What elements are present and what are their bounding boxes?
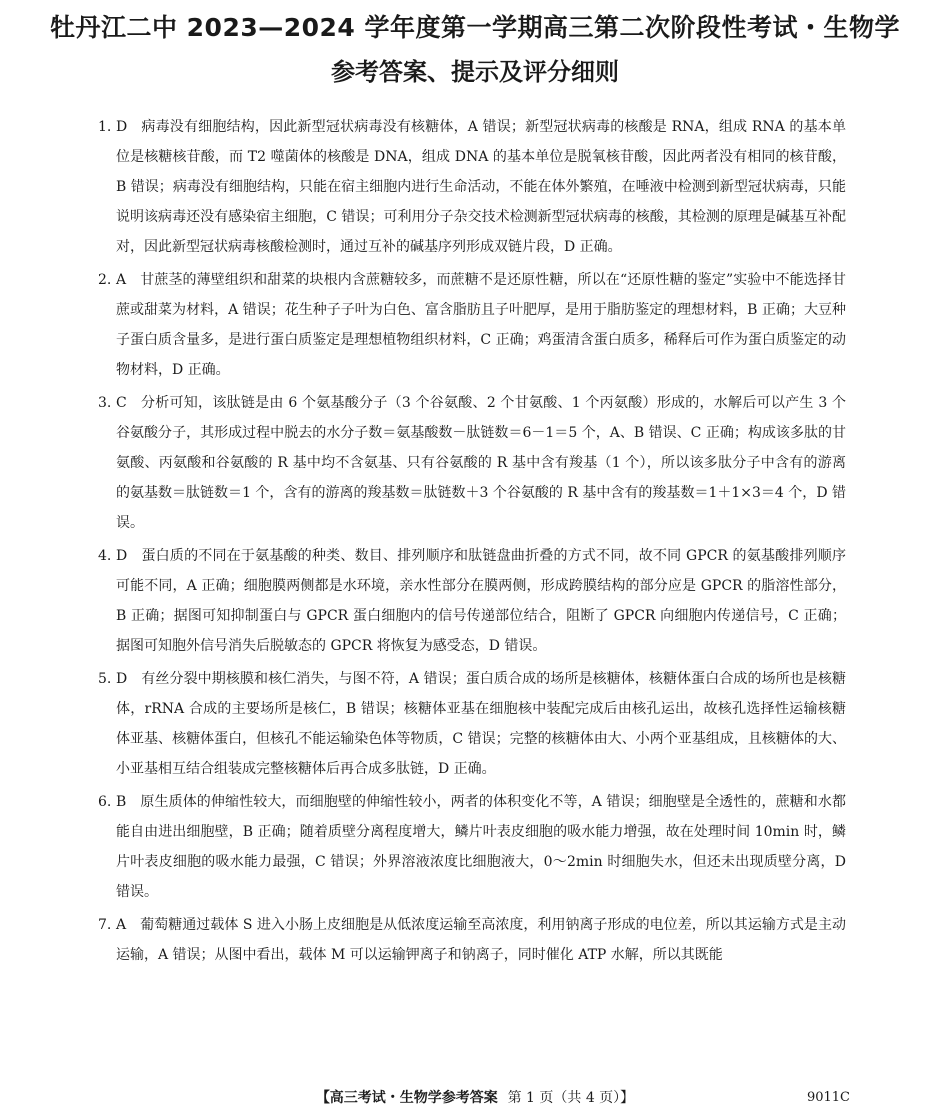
item-explanation: 原生质体的伸缩性较大，而细胞壁的伸缩性较小，两者的体积变化不等，A 错误；细胞壁是全透性的，蔗糖和水都能自由进出细胞壁，B 正确；随着质壁分离程度增大，鳞片叶表皮细胞的吸水能力增强，故在处理时间 10min 时，鳞片叶表皮细胞的吸水能力最强，C 错误；外界溶液浓度比细胞液大，0～2min 时细胞失水，但还未出现质壁分离，D 错误。 <box>116 794 846 900</box>
answer-item-5 <box>98 664 846 784</box>
answer-item-4 <box>98 541 846 661</box>
item-answer: B <box>116 794 127 810</box>
item-number: 3. <box>98 395 112 411</box>
item-answer: D <box>116 548 128 564</box>
answer-list <box>98 112 846 973</box>
page-footer <box>0 1086 950 1110</box>
item-explanation: 蛋白质的不同在于氨基酸的种类、数目、排列顺序和肽链盘曲折叠的方式不同，故不同 GPCR 的氨基酸排列顺序可能不同，A 正确；细胞膜两侧都是水环境，亲水性部分在膜两侧，形成跨膜结构的部分应是 GPCR 的脂溶性部分，B 正确；据图可知抑制蛋白与 GPCR 蛋白细胞内的信号传递部位结合，阻断了 GPCR 向细胞内传递信号，C 正确；据图可知胞外信号消失后脱敏态的 GPCR 将恢复为感受态，D 错误。 <box>116 548 846 654</box>
item-explanation: 分析可知，该肽链是由 6 个氨基酸分子（3 个谷氨酸、2 个甘氨酸、1 个丙氨酸）形成的，水解后可以产生 3 个谷氨酸分子，其形成过程中脱去的水分子数＝氨基酸数－肽链数＝6－1＝5 个，A、B 错误、C 正确；构成该多肽的甘氨酸、丙氨酸和谷氨酸的 R 基中均不含氨基、只有谷氨酸的 R 基中含有羧基（1 个），所以该多肽分子中含有的游离的氨基数＝肽链数＝1 个，含有的游离的羧基数＝肽链数＋3 个谷氨酸的 R 基中含有的羧基数＝1＋1×3＝4 个，D 错误。 <box>116 395 846 531</box>
footer-code: 9011C <box>806 1090 850 1105</box>
answer-item-2 <box>98 265 846 385</box>
document-subtitle: 参考答案、提示及评分细则 <box>331 58 619 86</box>
item-explanation: 葡萄糖通过载体 S 进入小肠上皮细胞是从低浓度运输至高浓度，利用钠离子形成的电位差，所以其运输方式是主动运输，A 错误；从图中看出，载体 M 可以运输钾离子和钠离子，同时催化 ATP 水解，所以其既能 <box>116 917 846 963</box>
item-explanation: 病毒没有细胞结构，因此新型冠状病毒没有核糖体，A 错误；新型冠状病毒的核酸是 RNA，组成 RNA 的基本单位是核糖核苷酸，而 T2 噬菌体的核酸是 DNA，组成 DNA 的基本单位是脱氧核苷酸，因此两者没有相同的核苷酸，B 错误；病毒没有细胞结构，只能在宿主细胞内进行生命活动，不能在体外繁殖，在唾液中检测到新型冠状病毒，只能说明该病毒还没有感染宿主细胞，C 错误；可利用分子杂交技术检测新型冠状病毒的核酸，其检测的原理是碱基互补配对，因此新型冠状病毒核酸检测时，通过互补的碱基序列形成双链片段，D 正确。 <box>116 119 846 255</box>
footer-title: 【高三考试・生物学参考答案 <box>315 1090 498 1106</box>
item-number: 4. <box>98 548 112 564</box>
answer-item-6 <box>98 787 846 907</box>
item-number: 2. <box>98 272 112 288</box>
answer-item-3 <box>98 388 846 538</box>
item-answer: D <box>116 671 128 687</box>
item-number: 6. <box>98 794 112 810</box>
footer-page-number: 第 1 页（共 4 页）】 <box>507 1090 635 1106</box>
answer-item-7 <box>98 910 846 970</box>
item-answer: D <box>116 119 128 135</box>
item-answer: C <box>116 395 127 411</box>
item-explanation: 有丝分裂中期核膜和核仁消失，与图不符，A 错误；蛋白质合成的场所是核糖体，核糖体蛋白合成的场所也是核糖体，rRNA 合成的主要场所是核仁，B 错误；核糖体亚基在细胞核中装配完成后由核孔运出，故核孔选择性运输核糖体亚基、核糖体蛋白，但核孔不能运输染色体等物质，C 错误；完整的核糖体由大、小两个亚基组成，且核糖体的大、小亚基相互结合组装成完整核糖体后再合成多肽链，D 正确。 <box>116 671 846 777</box>
item-number: 1. <box>98 119 112 135</box>
item-answer: A <box>116 917 127 933</box>
answer-item-1 <box>98 112 846 262</box>
item-number: 5. <box>98 671 112 687</box>
item-explanation: 甘蔗茎的薄壁组织和甜菜的块根内含蔗糖较多，而蔗糖不是还原性糖，所以在“还原性糖的鉴定”实验中不能选择甘蔗或甜菜为材料，A 错误；花生种子子叶为白色、富含脂肪且子叶肥厚，是用于脂肪鉴定的理想材料，B 正确；大豆种子蛋白质含量多，是进行蛋白质鉴定是理想植物组织材料，C 正确；鸡蛋清含蛋白质多，稀释后可作为蛋白质鉴定的动物材料，D 正确。 <box>116 272 846 378</box>
item-answer: A <box>116 272 127 288</box>
item-number: 7. <box>98 917 112 933</box>
document-title: 牡丹江二中 2023—2024 学年度第一学期高三第二次阶段性考试・生物学 <box>49 13 901 42</box>
